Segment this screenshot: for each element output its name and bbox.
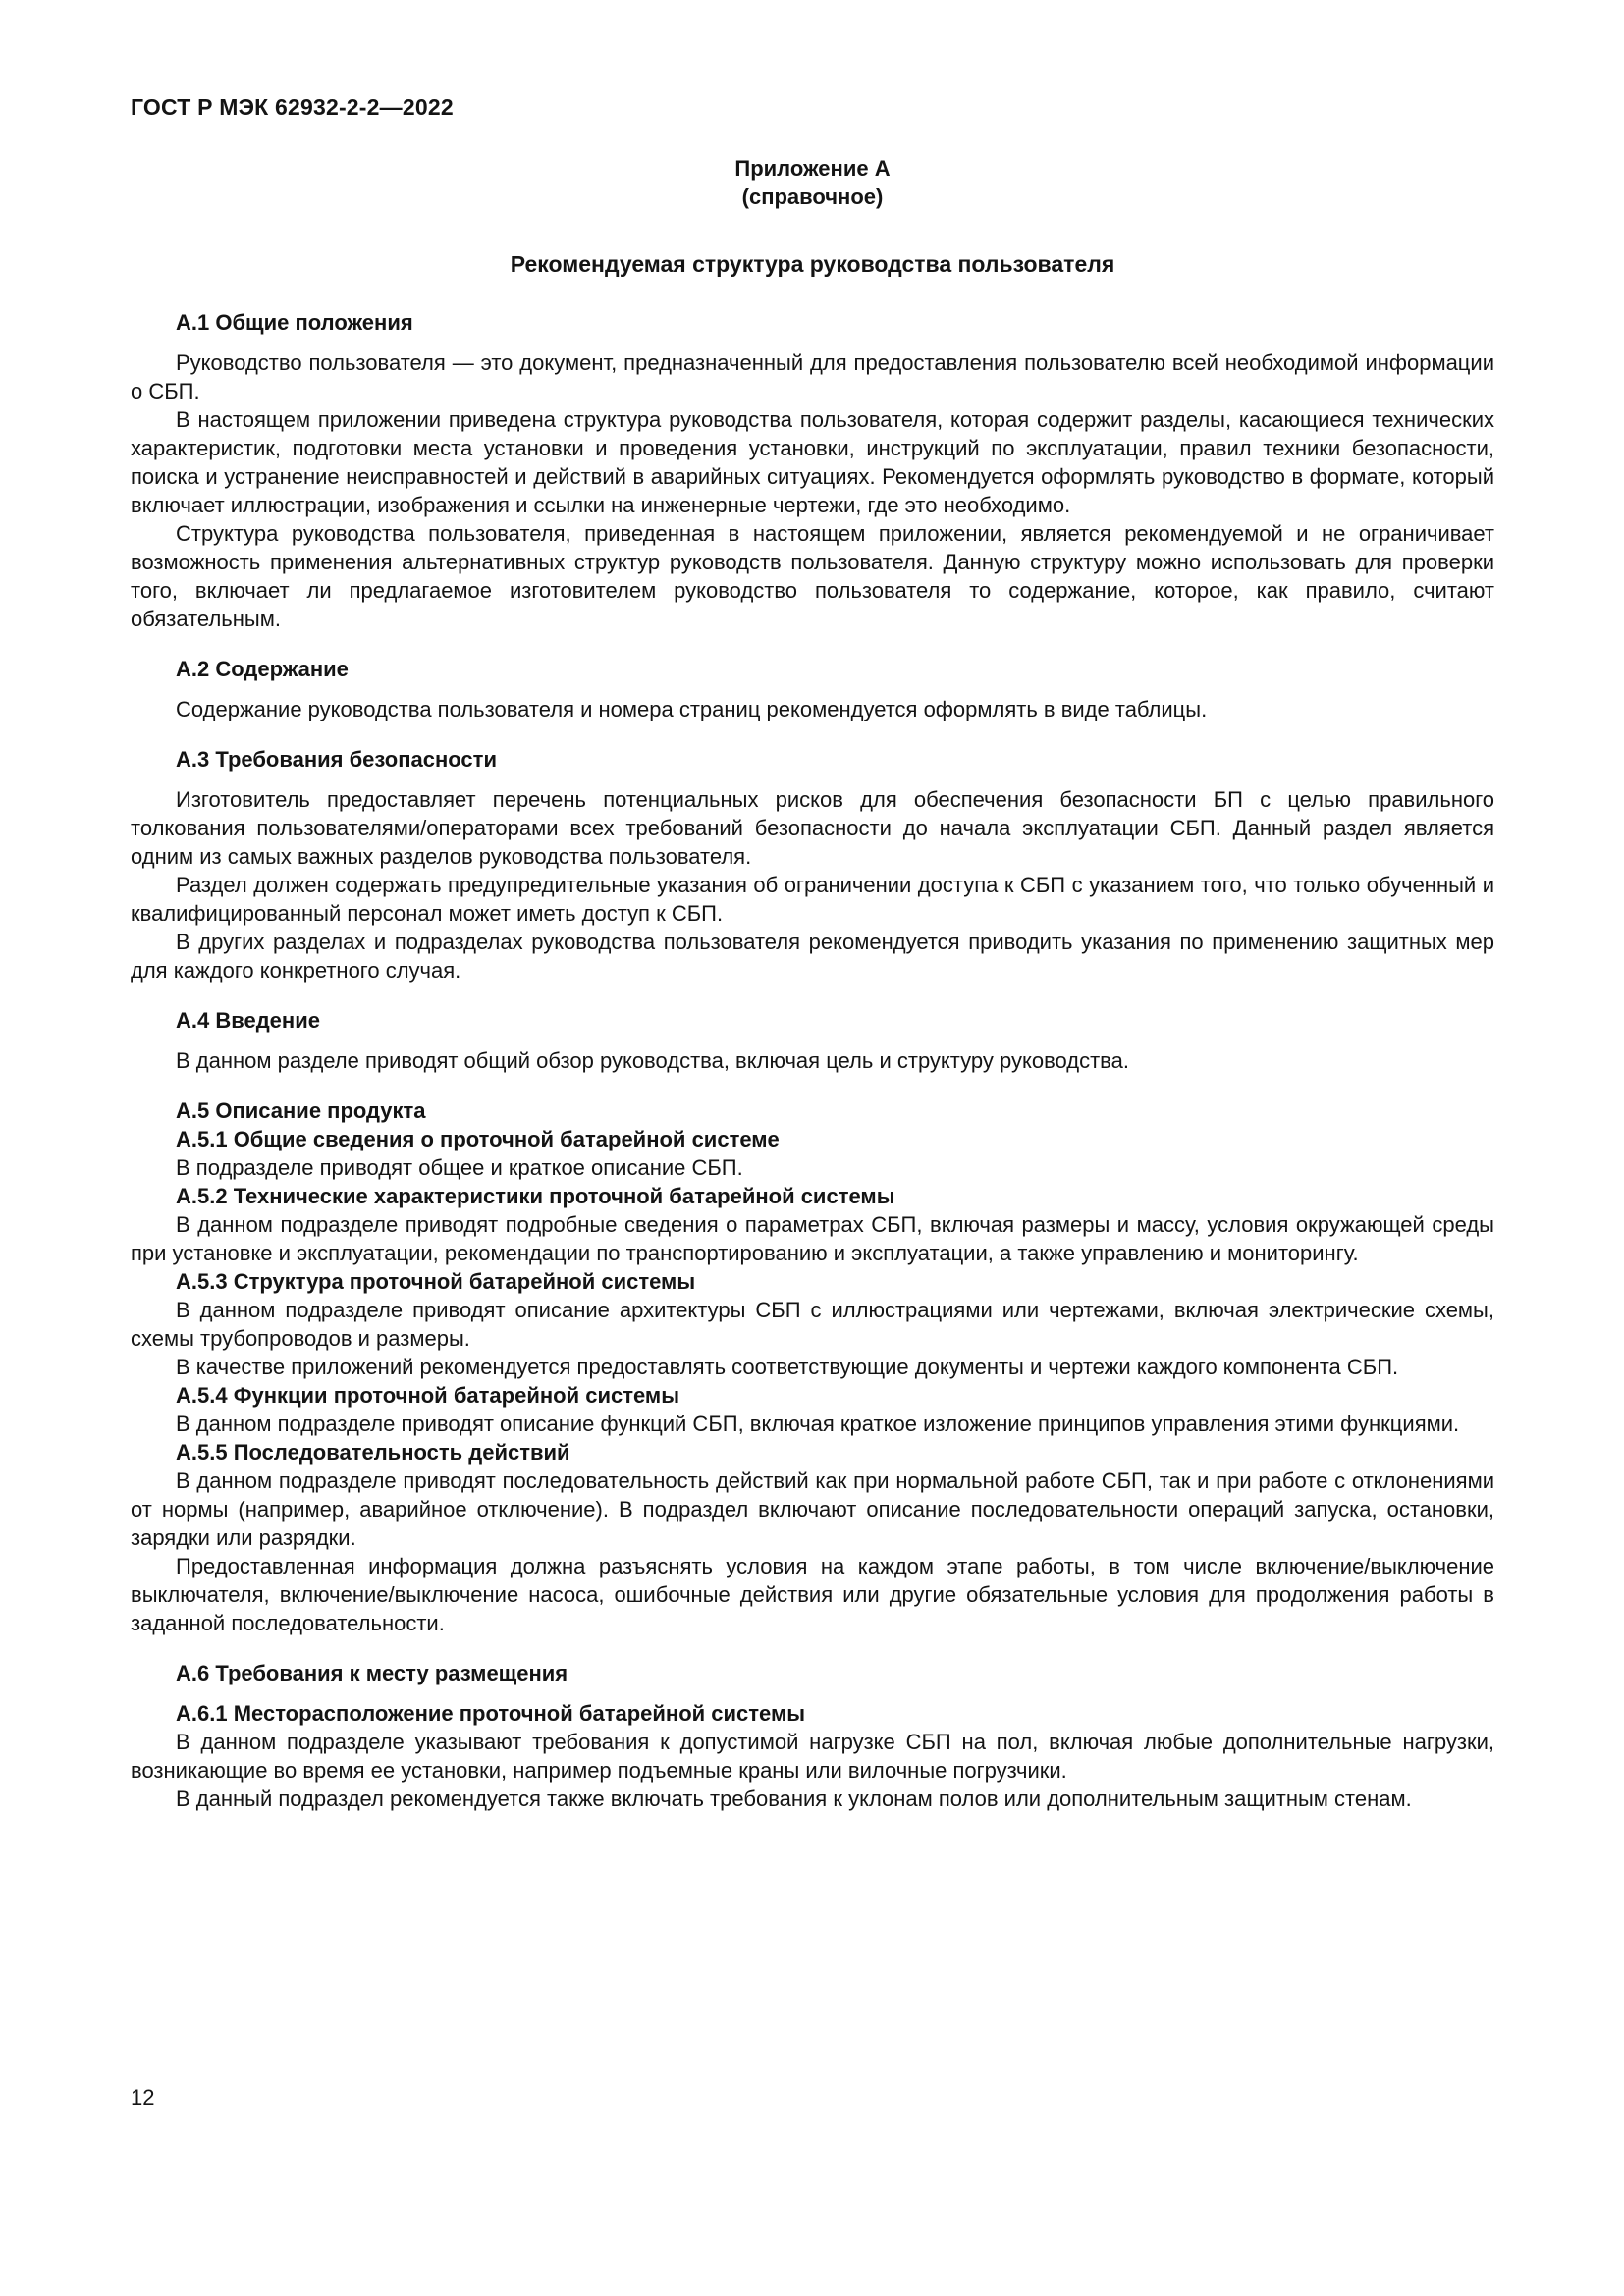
paragraph: Изготовитель предоставляет перечень потенциальных рисков для обеспечения безопасности БП с целью правильного толкования пользователями/операторами всех требований безопасности до начала эксплуатации СБП. Данный раздел является одним из самых важных разделов руководства пользователя. — [131, 787, 1494, 869]
paragraph: В данном подразделе указывают требования к допустимой нагрузке СБП на пол, включая любые дополнительные нагрузки, возникающие во время ее установки, например подъемные краны или вилочные погрузчики. — [131, 1730, 1494, 1783]
paragraph: Раздел должен содержать предупредительные указания об ограничении доступа к СБП с указанием того, что только обученный и квалифицированный персонал может иметь доступ к СБП. — [131, 873, 1494, 926]
page-number: 12 — [131, 2085, 155, 2109]
section-heading-a3: А.3 Требования безопасности — [176, 747, 497, 772]
subsection-heading-a5-3: А.5.3 Структура проточной батарейной системы — [176, 1269, 696, 1294]
paragraph: В данном подразделе приводят описание архитектуры СБП с иллюстрациями или чертежами, включая электрические схемы, схемы трубопроводов и размеры. — [131, 1298, 1494, 1351]
paragraph: В качестве приложений рекомендуется предоставлять соответствующие документы и чертежи каждого компонента СБП. — [176, 1355, 1399, 1379]
subsection-heading-a5-4: А.5.4 Функции проточной батарейной системы — [176, 1383, 679, 1408]
page-header-document-code: ГОСТ Р МЭК 62932-2-2—2022 — [131, 94, 454, 120]
section-heading-a4: А.4 Введение — [176, 1008, 320, 1033]
section-heading-a6: А.6 Требования к месту размещения — [176, 1661, 568, 1685]
paragraph: Структура руководства пользователя, приведенная в настоящем приложении, является рекомендуемой и не ограничивает возможность применения альтернативных структур руководств пользователя. Данную структуру можно использовать для проверки того, включает ли предлагаемое изготовителем руководство пользователя то содержание, которое, как правило, считают обязательным. — [131, 521, 1494, 631]
paragraph: В подразделе приводят общее и краткое описание СБП. — [176, 1155, 743, 1180]
annex-title: Приложение А — [734, 156, 891, 181]
paragraph: В данном подразделе приводят последовательность действий как при нормальной работе СБП, так и при работе с отклонениями от нормы (например, аварийное отключение). В подраздел включают описание последовательности операций запуска, остановки, зарядки или разрядки. — [131, 1468, 1494, 1550]
section-heading-a1: А.1 Общие положения — [176, 310, 413, 335]
paragraph: Содержание руководства пользователя и номера страниц рекомендуется оформлять в виде таблицы. — [176, 697, 1208, 721]
section-heading-a5: А.5 Описание продукта — [176, 1098, 426, 1123]
document-title: Рекомендуемая структура руководства пользователя — [510, 251, 1115, 277]
paragraph: Предоставленная информация должна разъяснять условия на каждом этапе работы, в том числе включение/выключение выключателя, включение/выключение насоса, ошибочные действия или другие обязательные условия для продолжения работы в заданной последовательности. — [131, 1554, 1494, 1635]
paragraph: В данном подразделе приводят описание функций СБП, включая краткое изложение принципов управления этими функциями. — [176, 1412, 1460, 1436]
section-heading-a2: А.2 Содержание — [176, 657, 349, 681]
paragraph: В других разделах и подразделах руководства пользователя рекомендуется приводить указания по применению защитных мер для каждого конкретного случая. — [131, 930, 1494, 983]
paragraph: Руководство пользователя — это документ, предназначенный для предоставления пользователю всей необходимой информации о СБП. — [131, 350, 1494, 403]
subsection-heading-a5-5: А.5.5 Последовательность действий — [176, 1440, 570, 1465]
paragraph: В настоящем приложении приведена структура руководства пользователя, которая содержит разделы, касающиеся технических характеристик, подготовки места установки и проведения установки, инструкций по эксплуатации, правил техники безопасности, поиска и устранение неисправностей и действий в аварийных ситуациях. Рекомендуется оформлять руководство в формате, который включает иллюстрации, изображения и ссылки на инженерные чертежи, где это необходимо. — [131, 407, 1494, 517]
paragraph: В данном подразделе приводят подробные сведения о параметрах СБП, включая размеры и массу, условия окружающей среды при установке и эксплуатации, рекомендации по транспортированию и эксплуатации, а также управлению и мониторингу. — [131, 1212, 1494, 1265]
annex-type: (справочное) — [741, 185, 884, 209]
paragraph: В данном разделе приводят общий обзор руководства, включая цель и структуру руководства. — [176, 1048, 1129, 1073]
subsection-heading-a5-2: А.5.2 Технические характеристики проточной батарейной системы — [176, 1184, 895, 1208]
subsection-heading-a5-1: А.5.1 Общие сведения о проточной батарейной системе — [176, 1127, 780, 1151]
subsection-heading-a6-1: А.6.1 Месторасположение проточной батарейной системы — [176, 1701, 806, 1726]
paragraph: В данный подраздел рекомендуется также включать требования к уклонам полов или дополнительным защитным стенам. — [176, 1787, 1412, 1811]
